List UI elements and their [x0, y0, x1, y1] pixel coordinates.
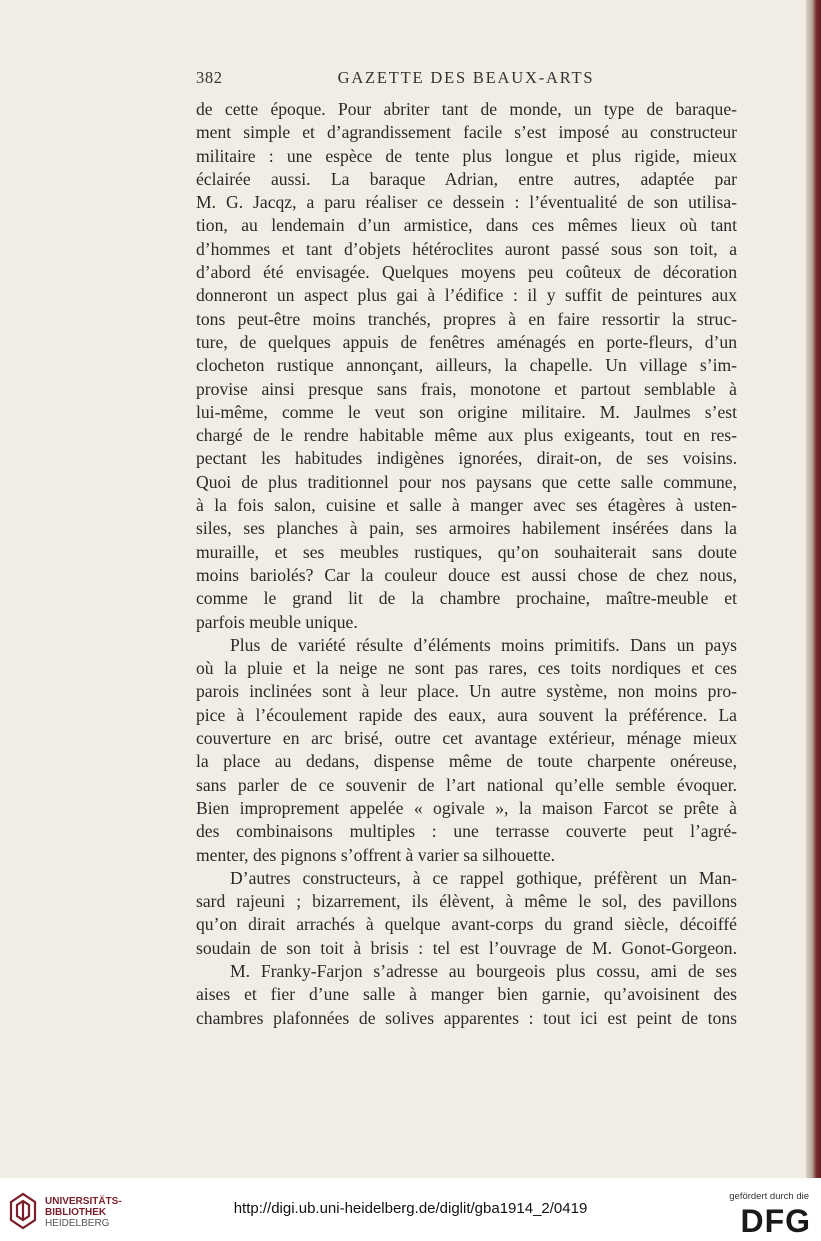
dfg-logo-icon: DFG [740, 1203, 811, 1239]
text-line: chambres plafonnées de solives apparentes : tout ici est peint de tons [196, 1007, 737, 1028]
library-name-line: UNIVERSITÄTS- [45, 1196, 122, 1207]
text-line: d’hommes et tant d’objets hétéroclites auront passé sous son toit, a [196, 238, 737, 259]
text-line: éclairée aussi. La baraque Adrian, entre autres, adaptée par [196, 168, 737, 189]
text-line: d’abord été envisagée. Quelques moyens peu coûteux de décoration [196, 262, 737, 283]
text-line: aises et fier d’une salle à manger bien garnie, qu’avoisinent des [196, 984, 737, 1005]
text-line: M. Franky-Farjon s’adresse au bourgeois plus cossu, ami de ses [230, 960, 737, 981]
library-city: HEIDELBERG [45, 1218, 110, 1229]
text-line: tion, au lendemain d’un armistice, dans ces mêmes lieux où tant [196, 215, 737, 236]
text-line: qu’on dirait arrachés à quelque avant-corps du grand siècle, décoiffé [196, 914, 737, 935]
book-edge [806, 0, 821, 1178]
text-line: siles, ses planches à pain, ses armoires habilement insérées dans la [196, 518, 737, 539]
text-line: tons peut-être moins tranchés, propres à en faire ressortir la struc- [196, 308, 737, 329]
library-name-line: BIBLIOTHEK [45, 1207, 107, 1218]
text-line: ture, de quelques appuis de fenêtres aménagés en porte-fleurs, d’un [196, 331, 737, 352]
text-line: menter, des pignons s’offrent à varier sa silhouette. [196, 844, 556, 865]
text-line: chargé de le rendre habitable même aux plus exigeants, tout en res- [196, 425, 737, 446]
text-line: sard rajeuni ; bizarrement, ils élèvent, à même le sol, des pavillons [196, 891, 737, 912]
text-line: pectant les habitudes indigènes ignorées, dirait-on, de ses voisins. [196, 448, 737, 469]
text-line: militaire : une espèce de tente plus longue et plus rigide, mieux [196, 145, 737, 166]
text-line: parois inclinées sont à leur place. Un autre système, non moins pro- [196, 681, 737, 702]
text-line: couverture en arc brisé, outre cet avantage extérieur, ménage mieux [196, 728, 737, 749]
text-line: Quoi de plus traditionnel pour nos paysans que cette salle commune, [196, 471, 737, 492]
article-body [196, 98, 737, 1030]
page-number: 382 [196, 68, 223, 87]
text-line: clocheton rustique annonçant, ailleurs, la chapelle. Un village s’im- [196, 355, 737, 376]
text-line: à la fois salon, cuisine et salle à manger avec ses étagères à usten- [196, 495, 737, 516]
text-line: soudain de son toit à brisis : tel est l’ouvrage de M. Gonot-Gorgeon. [196, 937, 737, 958]
text-line: où la pluie et la neige ne sont pas rares, ces toits nordiques et ces [196, 658, 737, 679]
text-line: lui-même, comme le veut son origine militaire. M. Jaulmes s’est [196, 401, 737, 422]
text-line: parfois meuble unique. [196, 611, 358, 632]
text-line: ment simple et d’agrandissement facile s’est imposé au constructeur [196, 122, 737, 143]
text-line: de cette époque. Pour abriter tant de monde, un type de baraque- [196, 99, 737, 119]
funding-caption: gefördert durch die [729, 1191, 809, 1202]
text-line: pice à l’écoulement rapide des eaux, aura souvent la préférence. La [196, 704, 737, 725]
permalink-url[interactable]: http://digi.ub.uni-heidelberg.de/diglit/gba1914_2/0419 [233, 1200, 588, 1217]
text-line: Bien improprement appelée « ogivale », la maison Farcot se prête à [196, 797, 737, 818]
text-line: Plus de variété résulte d’éléments moins primitifs. Dans un pays [230, 634, 737, 655]
running-header [196, 68, 736, 92]
text-line: provise ainsi presque sans frais, monotone et partout semblable à [196, 378, 737, 399]
text-line: donneront un aspect plus gai à l’édifice : il y suffit de peintures aux [196, 285, 737, 306]
text-line: des combinaisons multiples : une terrasse couverte peut l’agré- [196, 821, 737, 842]
text-line: comme le grand lit de la chambre prochaine, maître-meuble et [196, 588, 737, 609]
text-line: D’autres constructeurs, à ce rappel gothique, préfèrent un Man- [230, 867, 737, 888]
text-line: moins bariolés? Car la couleur douce est aussi chose de chez nous, [196, 564, 737, 585]
text-line: muraille, et ses meubles rustiques, qu’on souhaiterait sans doute [196, 541, 737, 562]
running-title: GAZETTE DES BEAUX-ARTS [337, 68, 595, 87]
text-line: sans parler de ce souvenir de l’art national qu’elle semble évoquer. [196, 774, 737, 795]
text-line: la place au dedans, dispense même de toute charpente onéreuse, [196, 751, 737, 772]
text-line: M. G. Jacqz, a paru réaliser ce dessein : l’éventualité de son utilisa- [196, 192, 737, 213]
